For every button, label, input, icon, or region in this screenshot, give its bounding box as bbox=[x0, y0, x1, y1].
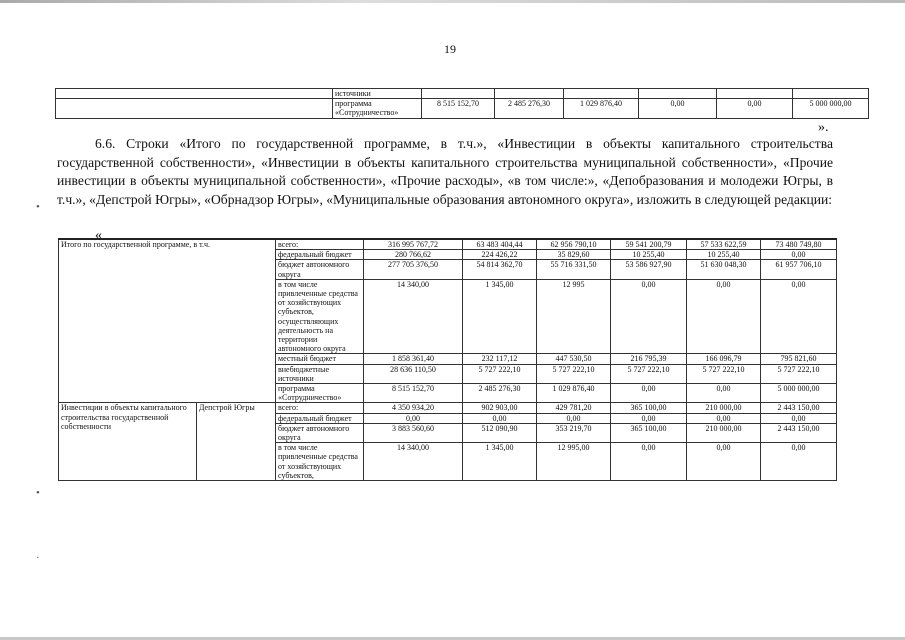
amendment-paragraph: 6.6. Строки «Итого по государственной программе, в т.ч.», «Инвестиции в объекты капитального строительства государственной собственности», «Инвестиции в объекты капитального строительства муниципальной собственности», «Прочие инвестиции в объекты муниципальной собственности», «Прочие расходы», «в том числе:», «Депобразования и молодежи Югры, в т.ч.», «Депстрой Югры», «Обрнадзор Югры», «Муниципальные образования автономного округа», изложить в следующей редакции: bbox=[57, 136, 833, 207]
cell-value: 10 255,40 bbox=[687, 250, 761, 260]
cell-value: 0,00 bbox=[761, 279, 837, 354]
cell-value: 55 716 331,50 bbox=[537, 260, 611, 279]
cell-value: 0,00 bbox=[639, 99, 717, 119]
cell-value: 73 480 749,80 bbox=[761, 239, 837, 250]
opening-quote: « bbox=[95, 228, 102, 243]
scan-top-edge bbox=[0, 0, 905, 3]
cell-value: 0,00 bbox=[761, 413, 837, 423]
cell-value: 5 727 222,10 bbox=[463, 364, 537, 383]
group-title: Инвестиции в объекты капитального строительства государственной собственности bbox=[59, 403, 197, 481]
table-row bbox=[56, 99, 869, 119]
executor-name: Депстрой Югры bbox=[197, 403, 276, 481]
row-label: всего: bbox=[276, 239, 364, 250]
cell-value: 1 029 876,40 bbox=[564, 99, 639, 119]
row-label: местный бюджет bbox=[276, 354, 364, 364]
cell-value: 5 727 222,10 bbox=[611, 364, 687, 383]
cell-value: 8 515 152,70 bbox=[422, 99, 495, 119]
cell-value: 4 350 934,20 bbox=[364, 403, 463, 413]
program-funding-table bbox=[58, 238, 837, 481]
cell-value: 0,00 bbox=[463, 413, 537, 423]
cell-value: 429 781,20 bbox=[537, 403, 611, 413]
cell-value: 62 956 790,10 bbox=[537, 239, 611, 250]
margin-dot: · bbox=[36, 552, 40, 564]
row-label: программа «Сотрудничество» bbox=[333, 99, 422, 119]
cell-value: 57 533 622,59 bbox=[687, 239, 761, 250]
page-number: 19 bbox=[444, 42, 456, 56]
cell-value: 795 821,60 bbox=[761, 354, 837, 364]
cell-value: 365 100,00 bbox=[611, 403, 687, 413]
cell-value: 54 814 362,70 bbox=[463, 260, 537, 279]
cell-value: 5 727 222,10 bbox=[761, 364, 837, 383]
cell-value: 12 995 bbox=[537, 279, 611, 354]
row-label: внебюджетные источники bbox=[276, 364, 364, 383]
cell-value: 0,00 bbox=[761, 443, 837, 481]
cell-value: 8 515 152,70 bbox=[364, 384, 463, 403]
cell-value: 2 485 276,30 bbox=[463, 384, 537, 403]
group-title: Итого по государственной программе, в т.ч. bbox=[59, 239, 276, 403]
row-label: бюджет автономного округа bbox=[276, 423, 364, 442]
cell-value: 28 636 110,50 bbox=[364, 364, 463, 383]
cell-value: 0,00 bbox=[761, 250, 837, 260]
cell-value: 210 000,00 bbox=[687, 423, 761, 442]
previous-table-fragment bbox=[55, 88, 869, 119]
cell-value: 280 766,62 bbox=[364, 250, 463, 260]
cell-value: 35 829,60 bbox=[537, 250, 611, 260]
cell-value: 0,00 bbox=[717, 99, 793, 119]
cell-value: 63 483 404,44 bbox=[463, 239, 537, 250]
cell-value: 316 995 767,72 bbox=[364, 239, 463, 250]
cell-value: 5 000 000,00 bbox=[761, 384, 837, 403]
cell-value: 277 705 376,50 bbox=[364, 260, 463, 279]
cell-value: 0,00 bbox=[687, 443, 761, 481]
cell-value: 353 219,70 bbox=[537, 423, 611, 442]
cell-value: 0,00 bbox=[611, 279, 687, 354]
cell-value: 12 995,00 bbox=[537, 443, 611, 481]
cell-value: 5 727 222,10 bbox=[537, 364, 611, 383]
cell-value: 0,00 bbox=[687, 413, 761, 423]
table-row bbox=[59, 239, 837, 250]
cell-value: 0,00 bbox=[537, 413, 611, 423]
cell-value: 59 541 200,79 bbox=[611, 239, 687, 250]
margin-dot: • bbox=[36, 487, 40, 499]
row-label: всего: bbox=[276, 403, 364, 413]
cell-value: 210 000,00 bbox=[687, 403, 761, 413]
cell-value: 224 426,22 bbox=[463, 250, 537, 260]
row-label: в том числе привлеченные средства от хозяйствующих субъектов, bbox=[276, 443, 364, 481]
cell-value: 5 727 222,10 bbox=[687, 364, 761, 383]
cell-value: 10 255,40 bbox=[611, 250, 687, 260]
table-row bbox=[56, 89, 869, 99]
row-label: программа «Сотрудничество» bbox=[276, 384, 364, 403]
cell-value: 365 100,00 bbox=[611, 423, 687, 442]
cell-value: 1 858 361,40 bbox=[364, 354, 463, 364]
closing-quote: ». bbox=[818, 120, 829, 135]
cell-value: 51 630 048,30 bbox=[687, 260, 761, 279]
cell-value: 1 345,00 bbox=[463, 279, 537, 354]
cell-value: 1 345,00 bbox=[463, 443, 537, 481]
cell-value: 61 957 706,10 bbox=[761, 260, 837, 279]
cell-value: 216 795,39 bbox=[611, 354, 687, 364]
cell-value: 14 340,00 bbox=[364, 279, 463, 354]
margin-dot: • bbox=[36, 201, 40, 213]
cell-value: 447 530,50 bbox=[537, 354, 611, 364]
row-label: бюджет автономного округа bbox=[276, 260, 364, 279]
cell-value: 0,00 bbox=[687, 384, 761, 403]
cell-value: 0,00 bbox=[687, 279, 761, 354]
cell-value: 0,00 bbox=[611, 384, 687, 403]
cell-value: 0,00 bbox=[611, 413, 687, 423]
row-label: в том числе привлеченные средства от хозяйствующих субъектов, осуществляющих деятельность на территории автономного округа bbox=[276, 279, 364, 354]
cell-value: 512 090,90 bbox=[463, 423, 537, 442]
cell-value: 232 117,12 bbox=[463, 354, 537, 364]
cell-value: 902 903,00 bbox=[463, 403, 537, 413]
cell-value: 166 096,79 bbox=[687, 354, 761, 364]
cell-value: 53 586 927,90 bbox=[611, 260, 687, 279]
cell-value: 0,00 bbox=[364, 413, 463, 423]
cell-value: 0,00 bbox=[611, 443, 687, 481]
cell-value: 1 029 876,40 bbox=[537, 384, 611, 403]
cell-value: 2 485 276,30 bbox=[495, 99, 564, 119]
row-label: федеральный бюджет bbox=[276, 413, 364, 423]
row-label: федеральный бюджет bbox=[276, 250, 364, 260]
cell-value: 5 000 000,00 bbox=[793, 99, 869, 119]
table-row bbox=[59, 403, 837, 413]
cell-value: 3 883 560,60 bbox=[364, 423, 463, 442]
cell-value: 2 443 150,00 bbox=[761, 423, 837, 442]
cell-value: 2 443 150,00 bbox=[761, 403, 837, 413]
row-label: источники bbox=[333, 89, 422, 99]
cell-value: 14 340,00 bbox=[364, 443, 463, 481]
